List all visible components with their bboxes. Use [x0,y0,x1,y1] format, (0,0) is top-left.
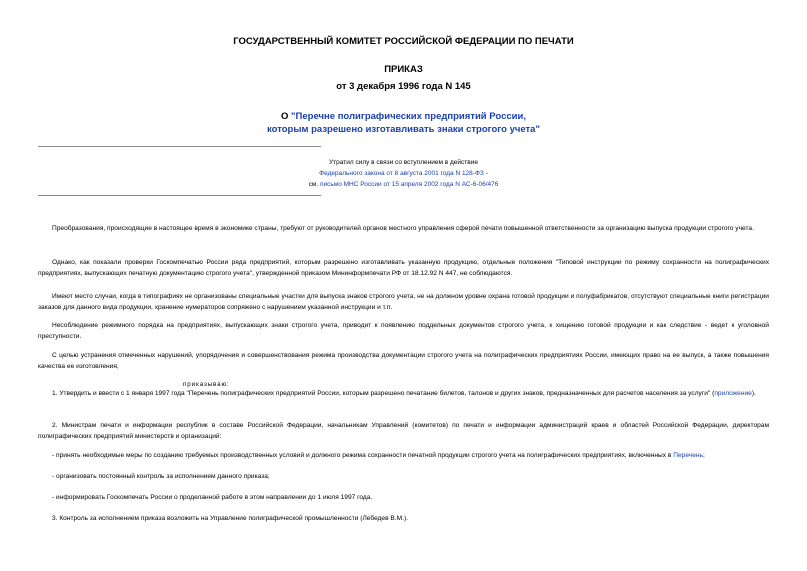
paragraph-4: Несоблюдение режимного порядка на предприятиях, выпускающих знаки строгого учета, приводит к появлению поддельных документов строгого учета, к хищению готовой продукции и как следствие - ведет к уголовной преступности. [38,322,769,340]
order-word: приказываю: [183,381,230,388]
bullet-1-tail: ; [702,452,705,459]
repeal-line3-prefix: см. [308,181,320,188]
bullet-3: - информировать Госкомпечать России о проделанной работе в этом направлении до 1 июля 1997 года. [52,494,373,501]
item-3: 3. Контроль за исполнением приказа возложить на Управление полиграфической промышленности (Лебедев В.М.). [52,515,409,522]
item-2: 2. Министрам печати и информации республик в составе Российской Федерации, начальникам Управлений (комитетов) по печати и информации администраций краев и областей Российской Федерации, директорам полиграфических предприятий министерств и организаций: [38,422,769,440]
paragraph-5: С целью устранения отмеченных нарушений, упорядочения и совершенствования режима производства документации строгого учета на полиграфических предприятиях России, имеющих право на ее выпуск, а также повышения качества ее изготовления, [38,352,769,370]
item-1-text: 1. Утвердить и ввести с 1 января 1997 года "Перечень полиграфических предприятий России, которым разрешено печатание билетов, талонов и других знаков, предназначенных для расчетов населения за услуги" ( [52,390,715,397]
subject-link-line2[interactable]: которым разрешено изготавливать знаки строгого учета" [267,124,540,135]
subject-link-line1[interactable]: "Перечне полиграфических предприятий России, [291,111,526,122]
document-date-number: от 3 декабря 1996 года N 145 [336,81,471,92]
repeal-line1: Утратил силу в связи со вступлением в действие [329,159,478,166]
bullet-1 [38,451,769,462]
bullet-2: - организовать постоянный контроль за исполнением данного приказа; [52,473,270,480]
paragraph-1: Преобразования, происходящие в настоящее время в экономике страны, требуют от руководителей органов местного управления сферой печати повышенной ответственности за организацию выпуска продукции строгого учета. [52,225,754,232]
repeal-line2-tail: - [483,170,488,177]
bullet-1-text: - принять необходимые меры по созданию требуемых производственных условий и должного режима сохранности печатной продукции строгого учета на полиграфических предприятиях, включенных в [52,452,674,459]
appendix-link[interactable]: приложение [714,390,752,397]
federal-law-link[interactable]: Федерального закона от 8 августа 2001 года N 128-ФЗ [319,170,484,177]
list-link[interactable]: Перечень [673,452,703,459]
paragraph-3: Имеют место случаи, когда в типографиях не организованы специальные участки для выпуска знаков строгого учета, не на должном уровне охрана готовой продукции и полуфабрикатов, отсутствуют специальные книги регистрации заказов для данного вида продукции, хранение нумераторов сопряжено с нарушением указанной инструкции и т.п. [38,293,769,311]
item-1 [38,389,769,400]
mns-letter-link[interactable]: письмо МНС России от 15 апреля 2002 года N АС-6-06/476 [319,181,499,188]
subject-prefix: О [281,111,292,122]
item-1-tail: ). [751,390,756,397]
paragraph-2: Однако, как показали проверки Госкомпечатью России ряда предприятий, которым разрешено изготавливать указанную продукцию, отдельные положения "Типовой инструкции по режиму сохранности на полиграфических предприятиях, выпускающих печатную документацию строгого учета", утвержденной приказом Мининформпечати РФ от 18.12.92 N 447, не соблюдаются. [38,259,769,277]
document-type: ПРИКАЗ [384,64,423,75]
issuing-committee: ГОСУДАРСТВЕННЫЙ КОМИТЕТ РОССИЙСКОЙ ФЕДЕРАЦИИ ПО ПЕЧАТИ [233,36,574,47]
